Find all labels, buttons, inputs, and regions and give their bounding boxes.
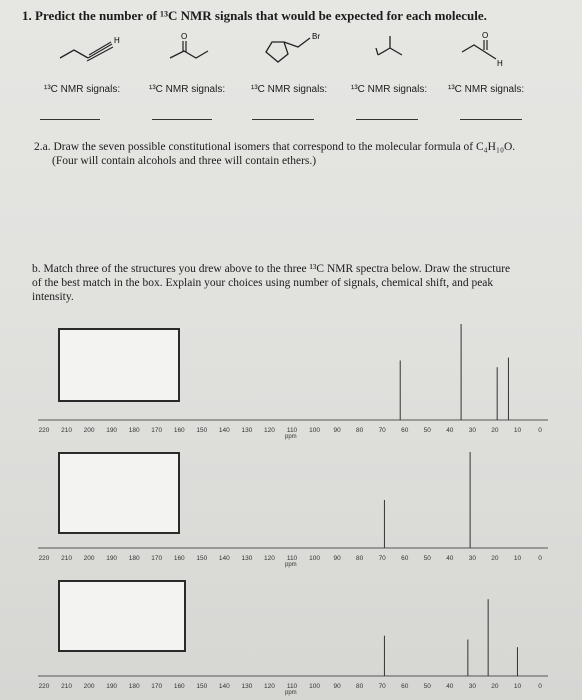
axis-tick-label: 100 — [309, 555, 320, 562]
molecule-1-structure — [52, 28, 142, 68]
axis-tick-label: 150 — [196, 683, 208, 690]
spectrum-1-axis-unit: ppm — [285, 434, 297, 440]
question-2b-line-1: b. Match three of the structures you drew above to the three ¹³C NMR spectra below. Draw the structure — [32, 263, 511, 275]
axis-tick-label: 120 — [264, 555, 275, 562]
axis-tick-label: 40 — [446, 683, 454, 690]
axis-tick-label: 120 — [264, 683, 275, 690]
axis-tick-label: 10 — [513, 427, 522, 434]
spectrum-2-axis-unit: ppm — [285, 562, 297, 568]
axis-tick-label: 0 — [538, 427, 542, 434]
axis-tick-label: 140 — [218, 555, 230, 562]
axis-tick-label: 110 — [286, 427, 298, 434]
molecule-5-answer-blank[interactable] — [460, 119, 522, 120]
nmr-spectrum-2 — [38, 444, 548, 570]
axis-tick-label: 60 — [401, 427, 409, 434]
nmr-spectrum-3 — [38, 572, 548, 698]
axis-tick-label: 150 — [196, 427, 208, 434]
axis-tick-label: 160 — [173, 555, 185, 562]
axis-tick-label: 0 — [538, 555, 542, 562]
molecule-1-atom-h: H — [114, 36, 120, 45]
molecule-3-signal-label: ¹³C NMR signals: — [251, 84, 328, 95]
question-2a-line-2: (Four will contain alcohols and three will contain ethers.) — [52, 155, 317, 167]
molecule-5-signal-label: ¹³C NMR signals: — [448, 84, 525, 95]
axis-tick-label: 180 — [128, 427, 140, 434]
axis-tick-label: 110 — [286, 555, 298, 562]
axis-tick-label: 30 — [468, 427, 476, 434]
axis-tick-label: 80 — [356, 427, 364, 434]
spectrum-3-axis-unit: ppm — [285, 690, 297, 696]
molecule-3-atom-br: Br — [312, 32, 320, 41]
axis-tick-label: 170 — [151, 555, 163, 562]
axis-tick-label: 90 — [333, 683, 341, 690]
axis-tick-label: 160 — [173, 427, 185, 434]
axis-tick-label: 130 — [241, 555, 253, 562]
axis-tick-label: 20 — [491, 683, 499, 690]
axis-tick-label: 200 — [83, 555, 95, 562]
axis-tick-label: 80 — [356, 555, 364, 562]
question-2b-text — [32, 262, 552, 304]
axis-tick-label: 120 — [264, 427, 275, 434]
molecule-4-structure — [368, 28, 418, 68]
axis-tick-label: 90 — [333, 555, 341, 562]
axis-tick-label: 210 — [61, 683, 72, 690]
question-2a-line-1: 2.a. Draw the seven possible constitutional isomers that correspond to the molecular formula of C₄H₁₀O. — [34, 141, 516, 153]
question-2b-line-2: of the best match in the box. Explain your choices using number of signals, chemical shift, and peak — [32, 277, 494, 289]
axis-tick-label: 40 — [446, 427, 454, 434]
molecule-4-signal-label: ¹³C NMR signals: — [351, 84, 428, 95]
axis-tick-label: 190 — [106, 427, 118, 434]
molecule-3-answer-blank[interactable] — [252, 119, 314, 120]
axis-tick-label: 50 — [423, 555, 431, 562]
molecule-2-signal-label: ¹³C NMR signals: — [149, 84, 226, 95]
axis-tick-label: 70 — [378, 555, 386, 562]
molecule-2-structure — [160, 28, 220, 68]
axis-tick-label: 20 — [491, 427, 499, 434]
axis-tick-label: 150 — [196, 555, 208, 562]
axis-tick-label: 60 — [401, 683, 409, 690]
molecule-5-atom-h: H — [497, 59, 503, 68]
molecule-2-answer-blank[interactable] — [152, 119, 212, 120]
axis-tick-label: 100 — [309, 427, 320, 434]
axis-tick-label: 220 — [38, 683, 50, 690]
spectrum-3-answer-box[interactable] — [58, 580, 186, 652]
axis-tick-label: 70 — [378, 427, 386, 434]
axis-tick-label: 140 — [218, 683, 230, 690]
axis-tick-label: 200 — [83, 427, 95, 434]
axis-tick-label: 220 — [38, 427, 50, 434]
molecule-1-answer-blank[interactable] — [40, 119, 100, 120]
axis-tick-label: 80 — [356, 683, 364, 690]
axis-tick-label: 50 — [423, 427, 431, 434]
molecule-5-structure — [458, 28, 528, 68]
axis-tick-label: 170 — [151, 427, 163, 434]
axis-tick-label: 180 — [128, 683, 140, 690]
molecule-1-signal-label: ¹³C NMR signals: — [44, 84, 121, 95]
axis-tick-label: 10 — [513, 555, 522, 562]
molecule-5-atom-o: O — [482, 31, 489, 40]
axis-tick-label: 170 — [151, 683, 163, 690]
molecule-2-atom-o: O — [181, 32, 188, 41]
axis-tick-label: 110 — [286, 683, 298, 690]
axis-tick-label: 60 — [401, 555, 409, 562]
axis-tick-label: 10 — [513, 683, 522, 690]
axis-tick-label: 0 — [538, 683, 542, 690]
axis-tick-label: 190 — [106, 555, 118, 562]
molecule-3-structure — [258, 28, 338, 68]
axis-tick-label: 190 — [106, 683, 118, 690]
axis-tick-label: 20 — [491, 555, 499, 562]
axis-tick-label: 40 — [446, 555, 454, 562]
nmr-spectrum-1 — [38, 316, 548, 442]
axis-tick-label: 210 — [61, 555, 72, 562]
axis-tick-label: 70 — [378, 683, 386, 690]
axis-tick-label: 100 — [309, 683, 320, 690]
question-2a-text — [34, 140, 554, 168]
axis-tick-label: 30 — [468, 683, 476, 690]
axis-tick-label: 90 — [333, 427, 341, 434]
axis-tick-label: 220 — [38, 555, 50, 562]
question-1-title: 1. Predict the number of ¹³C NMR signals that would be expected for each molecule. — [22, 8, 487, 23]
axis-tick-label: 50 — [423, 683, 431, 690]
axis-tick-label: 130 — [241, 683, 253, 690]
axis-tick-label: 140 — [218, 427, 230, 434]
axis-tick-label: 180 — [128, 555, 140, 562]
axis-tick-label: 130 — [241, 427, 253, 434]
axis-tick-label: 160 — [173, 683, 185, 690]
axis-tick-label: 30 — [468, 555, 476, 562]
axis-tick-label: 200 — [83, 683, 95, 690]
spectrum-2-answer-box[interactable] — [58, 452, 180, 534]
spectrum-1-answer-box[interactable] — [58, 328, 180, 402]
molecule-4-answer-blank[interactable] — [356, 119, 418, 120]
axis-tick-label: 210 — [61, 427, 72, 434]
question-2b-line-3: intensity. — [32, 291, 74, 303]
